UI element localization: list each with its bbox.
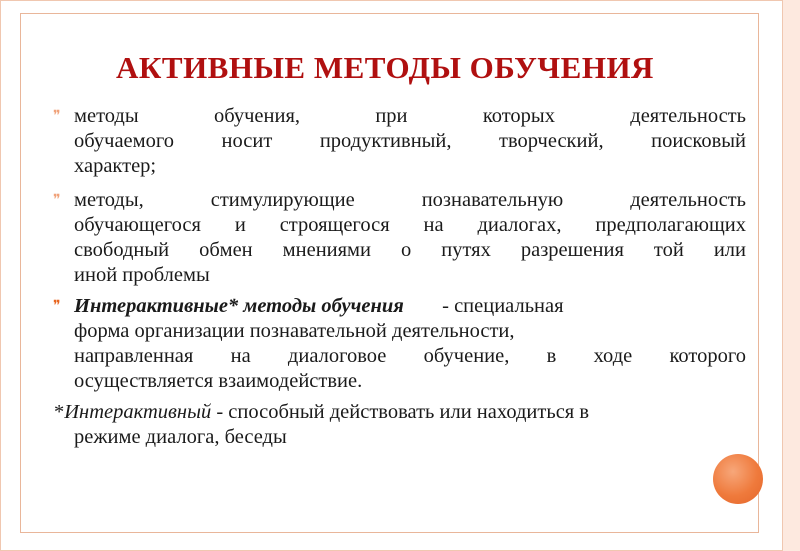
footnote-marker: * [54,401,65,423]
item-line: осуществляется взаимодействие. [74,370,363,392]
list-item [74,104,746,179]
item-line: свободный обмен мнениями о путях разрешения той или [74,239,746,261]
bullet-outline-icon: ❞ [53,193,61,208]
footnote-line2: режиме диалога, беседы [74,426,287,448]
item-line: иной проблемы [74,264,210,286]
slide-title: АКТИВНЫЕ МЕТОДЫ ОБУЧЕНИЯ [116,50,654,85]
item-line [74,294,746,319]
decorative-right-stripe [782,0,800,551]
list-item [74,294,746,394]
item-line: обучающегося и строящегося на диалогах, предполагающих [74,214,746,236]
item-line: направленная на диалоговое обучение, в ходе которого [74,345,746,367]
term-rest: - специальная [442,295,564,317]
term-bold-italic: Интерактивные* методы обучения [74,295,404,317]
footnote-definition: - способный действовать или находиться в [211,401,590,423]
item-line: методы обучения, при которых деятельность [74,105,746,127]
decorative-orange-circle [713,454,763,504]
bullet-solid-icon: ❞ [53,299,61,314]
footnote [54,400,746,425]
item-line: обучаемого носит продуктивный, творческий, поисковый [74,130,746,152]
footnote-term: Интерактивный [64,401,212,423]
item-line: методы, стимулирующие познавательную деятельность [74,189,746,211]
item-line: характер; [74,155,157,177]
item-line: форма организации познавательной деятельности, [74,320,515,342]
list-item [74,188,746,288]
bullet-outline-icon: ❞ [53,109,61,124]
